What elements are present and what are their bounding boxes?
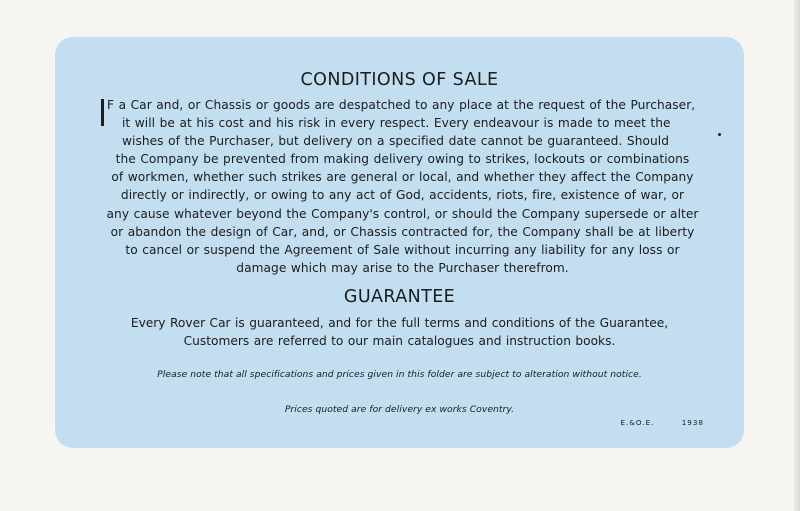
conditions-line: damage which may arise to the Purchaser therefrom. [236,260,569,275]
page-edge [794,0,800,511]
stray-ink-dot [718,133,721,136]
guarantee-heading: GUARANTEE [343,287,456,307]
alteration-notice: Please note that all specifications and prices given in this folder are subject to alteration without notice. [157,369,642,380]
conditions-of-sale-text [101,96,704,277]
conditions-line: any cause whatever beyond the Company's control, or should the Company supersede or alter [106,206,699,221]
conditions-line: F a Car and, or Chassis or goods are despatched to any place at the request of the Purchaser, [107,98,696,112]
conditions-panel [55,37,744,448]
conditions-line: it will be at his cost and his risk in every respect. Every endeavour is made to meet the [122,116,671,131]
guarantee-line: Every Rover Car is guaranteed, and for the full terms and conditions of the Guarantee, [130,316,669,330]
conditions-line: to cancel or suspend the Agreement of Sale without incurring any liability for any loss or [125,242,680,257]
guarantee-line: Customers are referred to our main catalogues and instruction books. [183,334,616,349]
conditions-line: of workmen, whether such strikes are general or local, and whether they affect the Company [111,170,694,185]
conditions-line: wishes of the Purchaser, but delivery on a specified date cannot be guaranteed. Should [122,134,669,149]
conditions-of-sale-heading: CONDITIONS OF SALE [300,70,499,90]
year-mark: 1938 [681,418,704,427]
delivery-prices-notice: Prices quoted are for delivery ex works Coventry. [284,404,515,415]
guarantee-text [95,314,704,350]
dropcap-letter [101,99,104,126]
conditions-line: directly or indirectly, or owing to any act of God, accidents, riots, fire, existence of war, or [120,188,685,203]
footer-imprint [620,418,704,427]
eoe-mark: E.&O.E. [620,418,655,427]
conditions-line: the Company be prevented from making delivery owing to strikes, lockouts or combinations [115,152,690,167]
conditions-line: or abandon the design of Car, and, or Chassis contracted for, the Company shall be at liberty [110,224,695,239]
